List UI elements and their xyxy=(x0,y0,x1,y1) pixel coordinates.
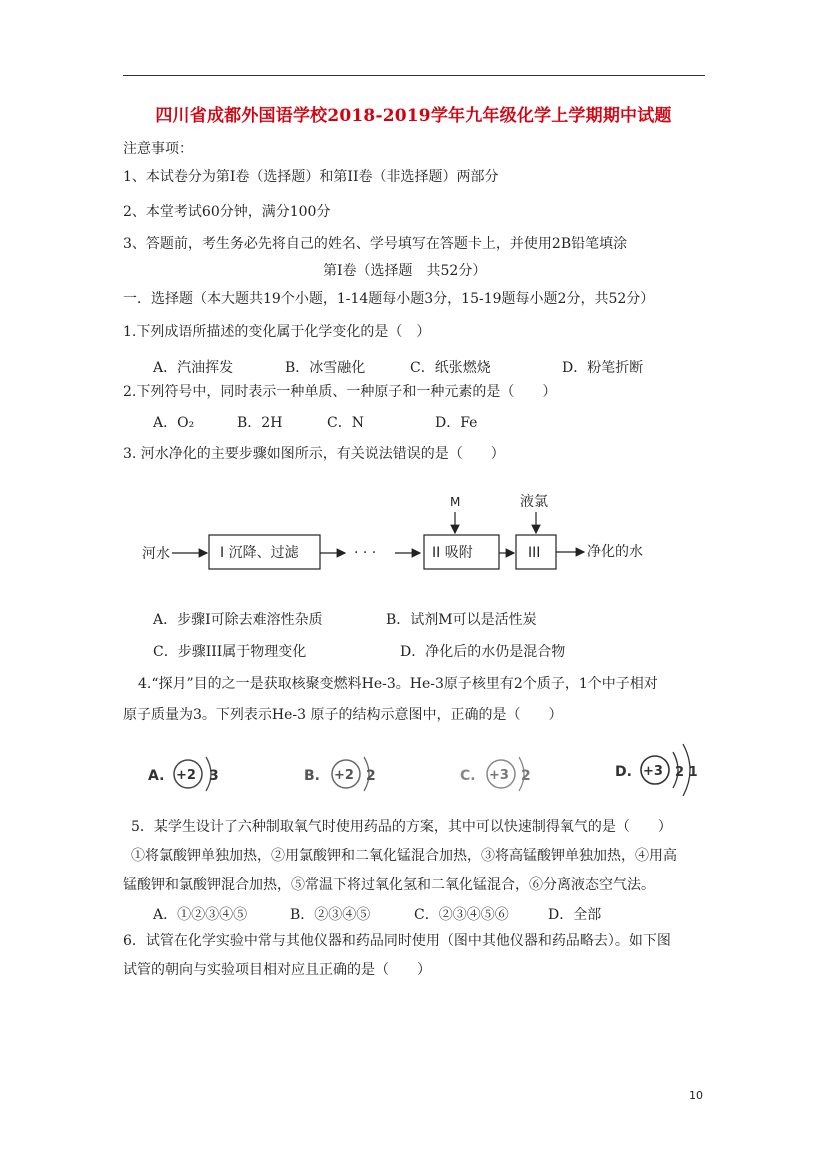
page-number: 10 xyxy=(689,1089,703,1102)
diagram-step2-label: II 吸附 xyxy=(432,545,473,561)
q3-option-d: D．净化后的水仍是混合物 xyxy=(400,644,566,660)
notice-item-1: 1、本试卷分为第I卷（选择题）和第II卷（非选择题）两部分 xyxy=(123,169,499,185)
choice-b-shells: 2 xyxy=(366,768,376,784)
choice-d-letter: D. xyxy=(615,764,632,780)
diagram-reagent-cl: 液氯 xyxy=(520,494,548,510)
header-rule xyxy=(123,75,705,76)
notice-item-3: 3、答题前，考生务必先将自己的姓名、学号填写在答题卡上，并使用2B铅笔填涂 xyxy=(123,236,628,252)
part-heading: 一．选择题（本大题共19个小题，1-14题每小题3分，15-19题每小题2分，共52分） xyxy=(123,291,655,307)
q5-option-d: D．全部 xyxy=(548,907,602,923)
section-heading: 第I卷（选择题 共52分） xyxy=(323,263,487,279)
choice-c-letter: C. xyxy=(460,768,476,784)
q4-stem-line2: 原子质量为3。下列表示He-3 原子的结构示意图中，正确的是（ ） xyxy=(123,707,563,723)
q5-line3: 锰酸钾和氯酸钾混合加热，⑤常温下将过氧化氢和二氧化锰混合，⑥分离液态空气法。 xyxy=(123,877,655,893)
choice-d-shells: 2 1 xyxy=(675,765,698,780)
q1-option-d: D．粉笔折断 xyxy=(562,360,644,376)
q2-stem: 2.下列符号中，同时表示一种单质、一种原子和一种元素的是（ ） xyxy=(123,384,557,400)
choice-a xyxy=(148,757,219,791)
q4-stem-line1: 4.“探月”目的之一是获取核聚变燃料He-3。He-3原子核里有2个质子，1个中子相对 xyxy=(138,676,658,692)
notice-item-2: 2、本堂考试60分钟，满分100分 xyxy=(123,204,331,220)
q3-option-a: A．步骤I可除去难溶性杂质 xyxy=(153,612,323,628)
q1-option-b: B．冰雪融化 xyxy=(285,360,366,376)
diagram-end-label: 净化的水 xyxy=(587,544,643,560)
q5-stem: 5．某学生设计了六种制取氧气时使用药品的方案，其中可以快速制得氧气的是（ ） xyxy=(131,819,672,835)
diagram-step1-label: I 沉降、过滤 xyxy=(220,545,299,561)
q5-option-c: C．②③④⑤⑥ xyxy=(414,907,509,923)
choice-c-nucleus-charge: +3 xyxy=(489,768,509,783)
water-purification-diagram xyxy=(140,488,680,583)
page-title: 四川省成都外国语学校2018-2019学年九年级化学上学期期中试题 xyxy=(155,106,672,126)
q2-option-b: B．2H xyxy=(237,415,283,431)
q2-option-d: D．Fe xyxy=(435,415,478,431)
choice-d xyxy=(615,744,698,796)
q6-line2: 试管的朝向与实验项目相对应且正确的是（ ） xyxy=(123,962,431,978)
q6-line1: 6．试管在化学实验中常与其他仪器和药品同时使用（图中其他仪器和药品略去）。如下图 xyxy=(123,933,671,949)
q5-option-a: A．①②③④⑤ xyxy=(153,907,248,923)
choice-d-nucleus-charge: +3 xyxy=(643,764,663,779)
q2-option-a: A．O₂ xyxy=(153,415,195,431)
atom-structure-diagrams xyxy=(140,740,720,810)
q1-option-a: A．汽油挥发 xyxy=(153,360,234,376)
q5-option-b: B．②③④⑤ xyxy=(290,907,371,923)
choice-a-shells: 3 xyxy=(209,768,219,784)
q3-stem: 3. 河水净化的主要步骤如图所示，有关说法错误的是（ ） xyxy=(123,446,505,462)
choice-b-nucleus-charge: +2 xyxy=(334,768,354,783)
diagram-dots: · · · xyxy=(354,545,377,561)
choice-b-letter: B. xyxy=(304,768,320,784)
q1-stem: 1.下列成语所描述的变化属于化学变化的是（ ） xyxy=(123,324,431,340)
choice-a-letter: A. xyxy=(148,768,165,784)
choice-b xyxy=(304,757,376,791)
q3-option-c: C．步骤III属于物理变化 xyxy=(153,644,307,660)
diagram-reagent-m: M xyxy=(450,495,461,509)
choice-c-shells: 2 xyxy=(521,768,531,784)
q2-option-c: C．N xyxy=(327,415,364,431)
q1-option-c: C．纸张燃烧 xyxy=(410,360,491,376)
diagram-step3-label: III xyxy=(528,545,541,561)
choice-a-nucleus-charge: +2 xyxy=(176,768,196,783)
q5-line2: ①将氯酸钾单独加热，②用氯酸钾和二氧化锰混合加热，③将高锰酸钾单独加热，④用高 xyxy=(131,848,677,864)
choice-c xyxy=(460,757,531,791)
notice-heading: 注意事项： xyxy=(123,141,193,157)
q3-option-b: B．试剂M可以是活性炭 xyxy=(386,612,537,628)
diagram-start-label: 河水 xyxy=(142,546,170,562)
